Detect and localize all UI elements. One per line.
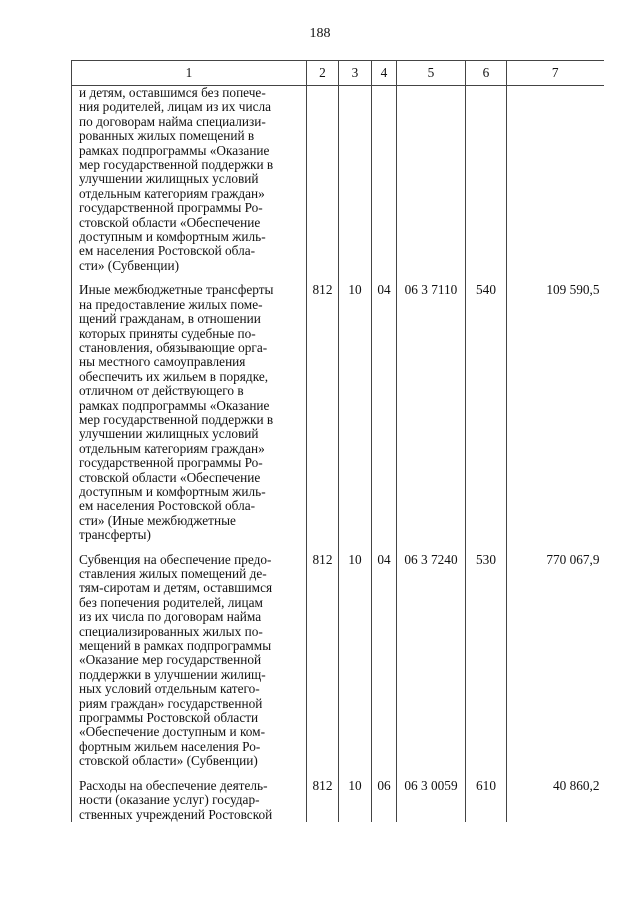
- description-line: ных условий отдельным катего-: [79, 681, 260, 697]
- description-line: становления, обязывающие орга-: [79, 339, 268, 355]
- header-col-3: 3: [339, 61, 372, 86]
- description-line: поддержки в улучшении жилищ-: [79, 666, 266, 682]
- admin-code: [307, 86, 339, 274]
- description-line: стовской области «Обеспечение: [79, 469, 261, 485]
- description-line: Расходы на обеспечение деятель-: [79, 777, 268, 793]
- description-line: без попечения родителей, лицам: [79, 594, 263, 610]
- description-line: трансферты): [79, 527, 151, 543]
- description-line: улучшении жилищных условий: [79, 171, 259, 187]
- header-col-7: 7: [507, 61, 604, 86]
- description-line: мер государственной поддержки в: [79, 157, 274, 173]
- description-line: отдельным категориям граждан»: [79, 440, 265, 456]
- expense-type-code: [466, 86, 507, 274]
- description-line: на предоставление жилых поме-: [79, 296, 263, 312]
- target-article-code: 06 3 0059: [397, 779, 466, 822]
- description-line: Субвенция на обеспечение предо-: [79, 551, 272, 567]
- table-body: [72, 86, 604, 822]
- section-code: [339, 86, 372, 274]
- description-line: специализированных жилых по-: [79, 623, 263, 639]
- amount: 109 590,5: [507, 283, 604, 542]
- expense-type-code: 530: [466, 553, 507, 769]
- admin-code: 812: [307, 779, 339, 822]
- row-description: [72, 779, 307, 822]
- description-line: ем населения Ростовской обла-: [79, 243, 256, 259]
- description-line: сти» (Иные межбюджетные: [79, 512, 236, 528]
- description-line: мещений в рамках подпрограммы: [79, 638, 272, 654]
- description-line: ны местного самоуправления: [79, 354, 246, 370]
- subsection-code: 04: [372, 283, 397, 542]
- subsection-code: 04: [372, 553, 397, 769]
- header-col-5: 5: [397, 61, 466, 86]
- amount: 40 860,2: [507, 779, 604, 822]
- description-line: рованных жилых помещений в: [79, 128, 255, 144]
- header-col-4: 4: [372, 61, 397, 86]
- description-line: фортным жильем населения Ро-: [79, 738, 261, 754]
- section-code: 10: [339, 553, 372, 769]
- description-line: государственной программы Ро-: [79, 200, 263, 216]
- description-line: ем населения Ростовской обла-: [79, 498, 256, 514]
- target-article-code: 06 3 7110: [397, 283, 466, 542]
- table-row: [72, 553, 604, 769]
- description-line: «Обеспечение доступным и ком-: [79, 724, 266, 740]
- table-row: [72, 283, 604, 542]
- description-line: государственной программы Ро-: [79, 455, 263, 471]
- description-line: ставления жилых помещений де-: [79, 566, 267, 581]
- header-col-2: 2: [307, 61, 339, 86]
- description-line: ственных учреждений Ростовской: [79, 806, 273, 822]
- description-line: сти» (Субвенции): [79, 257, 179, 273]
- description-line: ния родителей, лицам из их числа: [79, 99, 272, 115]
- description-line: щений гражданам, в отношении: [79, 311, 261, 327]
- target-article-code: [397, 86, 466, 274]
- description-line: по договорам найма специализи-: [79, 113, 266, 129]
- subsection-code: 06: [372, 779, 397, 822]
- header-col-6: 6: [466, 61, 507, 86]
- description-line: рамках подпрограммы «Оказание: [79, 397, 270, 413]
- description-line: и детям, оставшимся без попече-: [79, 85, 266, 100]
- section-code: 10: [339, 779, 372, 822]
- description-line: мер государственной поддержки в: [79, 411, 274, 427]
- header-col-1: 1: [72, 61, 307, 86]
- description-line: Иные межбюджетные трансферты: [79, 282, 274, 298]
- description-line: улучшении жилищных условий: [79, 426, 259, 442]
- description-line: стовской области» (Субвенции): [79, 753, 258, 769]
- description-line: из их числа по договорам найма: [79, 609, 262, 625]
- budget-table: [71, 60, 604, 822]
- row-description: [72, 553, 307, 769]
- admin-code: 812: [307, 553, 339, 769]
- description-line: тям-сиротам и детям, оставшимся: [79, 580, 273, 596]
- target-article-code: 06 3 7240: [397, 553, 466, 769]
- description-line: обеспечить их жильем в порядке,: [79, 368, 269, 384]
- description-line: доступным и комфортным жиль-: [79, 483, 266, 499]
- table-header: [72, 61, 604, 86]
- row-description: [72, 86, 307, 274]
- table-row: [72, 86, 604, 274]
- description-line: риям граждан» государственной: [79, 695, 263, 711]
- page-number: 188: [309, 26, 331, 41]
- description-line: отличном от действующего в: [79, 383, 244, 399]
- expense-type-code: 610: [466, 779, 507, 822]
- amount: 770 067,9: [507, 553, 604, 769]
- table-row: [72, 779, 604, 822]
- admin-code: 812: [307, 283, 339, 542]
- description-line: ности (оказание услуг) государ-: [79, 792, 260, 808]
- description-line: стовской области «Обеспечение: [79, 214, 261, 230]
- description-line: рамках подпрограммы «Оказание: [79, 142, 270, 158]
- description-line: отдельным категориям граждан»: [79, 185, 265, 201]
- subsection-code: [372, 86, 397, 274]
- section-code: 10: [339, 283, 372, 542]
- row-description: [72, 283, 307, 542]
- description-line: программы Ростовской области: [79, 710, 259, 726]
- amount: [507, 86, 604, 274]
- expense-type-code: 540: [466, 283, 507, 542]
- description-line: доступным и комфортным жиль-: [79, 229, 266, 245]
- description-line: которых приняты судебные по-: [79, 325, 256, 341]
- description-line: «Оказание мер государственной: [79, 652, 262, 668]
